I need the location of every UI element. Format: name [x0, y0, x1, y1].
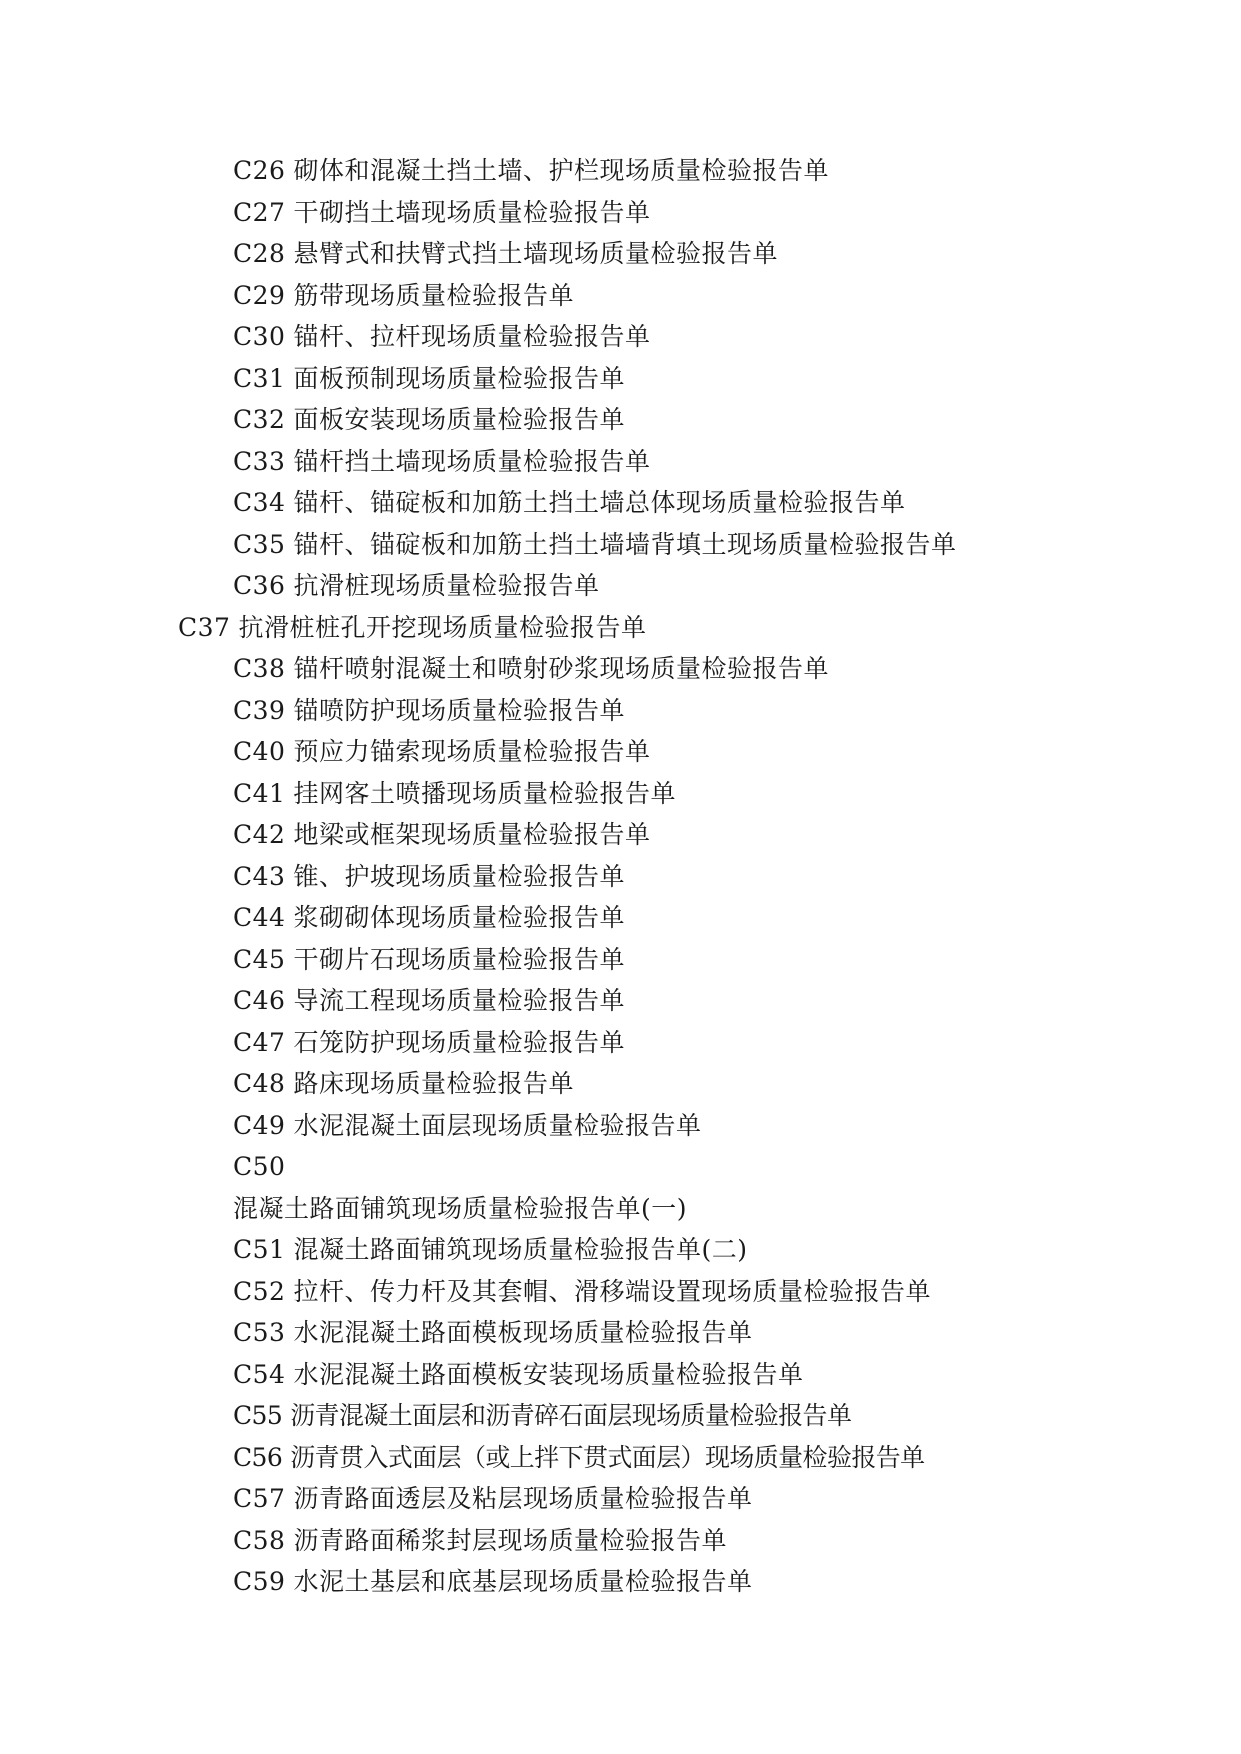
form-title: 抗滑桩桩孔开挖现场质量检验报告单 [238, 612, 647, 642]
form-title: 拉杆、传力杆及其套帽、滑移端设置现场质量检验报告单 [293, 1276, 931, 1306]
list-item [0, 1437, 1241, 1479]
list-item [0, 607, 1241, 649]
list-item [0, 1229, 1241, 1271]
form-code: C43 [233, 861, 286, 891]
list-item [0, 192, 1241, 234]
form-code: C40 [233, 737, 286, 766]
form-title: 沥青贯入式面层（或上拌下贯式面层）现场质量检验报告单 [290, 1442, 925, 1472]
form-title: 面板安装现场质量检验报告单 [293, 405, 625, 434]
list-item [0, 856, 1241, 898]
form-title: 面板预制现场质量检验报告单 [293, 363, 625, 393]
list-item [0, 1146, 1241, 1188]
list-item [0, 524, 1241, 566]
form-title: 沥青路面稀浆封层现场质量检验报告单 [293, 1525, 727, 1555]
list-item [0, 980, 1241, 1022]
list-item [0, 1105, 1241, 1147]
form-code: C59 [233, 1567, 286, 1596]
form-code: C38 [233, 654, 286, 683]
form-code: C53 [233, 1318, 286, 1347]
form-title: 浆砌砌体现场质量检验报告单 [293, 903, 625, 932]
list-item [0, 1478, 1241, 1520]
form-code: C57 [233, 1484, 286, 1513]
form-title: 水泥混凝土面层现场质量检验报告单 [293, 1110, 702, 1140]
form-code: C56 [233, 1442, 283, 1472]
form-code: C35 [233, 529, 286, 559]
list-item [0, 648, 1241, 690]
form-code: C58 [233, 1525, 286, 1555]
list-item [0, 441, 1241, 483]
form-code: C36 [233, 571, 286, 600]
form-code: C44 [233, 903, 286, 932]
form-code: C42 [233, 820, 286, 849]
list-item [0, 814, 1241, 856]
list-item [0, 150, 1241, 192]
form-title: 混凝土路面铺筑现场质量检验报告单(一) [233, 1193, 688, 1223]
list-item [0, 939, 1241, 981]
form-title: 锚杆、拉杆现场质量检验报告单 [293, 322, 651, 351]
list-item [0, 316, 1241, 358]
list-item [0, 1520, 1241, 1562]
form-title: 干砌片石现场质量检验报告单 [293, 944, 625, 974]
form-title: 路床现场质量检验报告单 [293, 1069, 574, 1098]
form-title: 锚杆、锚碇板和加筋土挡土墙墙背填土现场质量检验报告单 [293, 529, 957, 559]
form-title: 水泥混凝土路面模板现场质量检验报告单 [293, 1318, 753, 1347]
form-title: 地梁或框架现场质量检验报告单 [293, 820, 651, 849]
form-title: 沥青混凝土面层和沥青碎石面层现场质量检验报告单 [290, 1401, 852, 1430]
list-item [0, 482, 1241, 524]
list-item [0, 233, 1241, 275]
form-code: C26 [233, 156, 286, 185]
form-code: C29 [233, 280, 286, 310]
form-title: 水泥土基层和底基层现场质量检验报告单 [293, 1567, 753, 1596]
form-code: C31 [233, 363, 286, 393]
form-title: 导流工程现场质量检验报告单 [293, 986, 625, 1015]
list-item [0, 275, 1241, 317]
form-title: 锚喷防护现场质量检验报告单 [293, 695, 625, 725]
list-item [0, 565, 1241, 607]
form-code: C39 [233, 695, 286, 725]
form-code: C46 [233, 986, 286, 1015]
list-item [0, 358, 1241, 400]
form-code: C49 [233, 1110, 286, 1140]
form-code: C52 [233, 1276, 286, 1306]
form-code: C45 [233, 944, 286, 974]
form-title: 抗滑桩现场质量检验报告单 [293, 571, 600, 600]
form-code: C55 [233, 1401, 283, 1430]
form-title: 锚杆喷射混凝土和喷射砂浆现场质量检验报告单 [293, 654, 829, 683]
list-item [0, 1354, 1241, 1396]
form-title: 砌体和混凝土挡土墙、护栏现场质量检验报告单 [293, 156, 829, 185]
form-title: 悬臂式和扶臂式挡土墙现场质量检验报告单 [293, 239, 778, 268]
list-item [0, 731, 1241, 773]
form-code: C37 [178, 612, 231, 642]
form-code: C27 [233, 197, 286, 227]
form-code: C51 [233, 1235, 286, 1264]
list-item [0, 773, 1241, 815]
form-title: 锥、护坡现场质量检验报告单 [293, 861, 625, 891]
form-title: 预应力锚索现场质量检验报告单 [293, 737, 651, 766]
form-code: C47 [233, 1027, 286, 1057]
list-item [0, 1271, 1241, 1313]
list-item [0, 1312, 1241, 1354]
form-title: 锚杆挡土墙现场质量检验报告单 [293, 446, 651, 476]
form-code: C41 [233, 778, 286, 808]
form-code: C28 [233, 239, 286, 268]
form-code: C32 [233, 405, 286, 434]
form-code: C33 [233, 446, 286, 476]
form-title: 挂网客土喷播现场质量检验报告单 [293, 778, 676, 808]
list-item [0, 1561, 1241, 1603]
report-form-list [0, 150, 1241, 1603]
form-code: C50 [233, 1152, 286, 1181]
form-title: 石笼防护现场质量检验报告单 [293, 1027, 625, 1057]
list-item [0, 690, 1241, 732]
form-code: C34 [233, 488, 286, 517]
form-code: C54 [233, 1359, 286, 1389]
form-code: C30 [233, 322, 286, 351]
list-item [0, 1395, 1241, 1437]
form-title: 混凝土路面铺筑现场质量检验报告单(二) [293, 1235, 748, 1264]
list-item [0, 1022, 1241, 1064]
list-item [0, 399, 1241, 441]
list-item [0, 1063, 1241, 1105]
list-item [0, 897, 1241, 939]
form-title: 水泥混凝土路面模板安装现场质量检验报告单 [293, 1359, 804, 1389]
list-item [0, 1188, 1241, 1230]
form-title: 沥青路面透层及粘层现场质量检验报告单 [293, 1484, 753, 1513]
form-code: C48 [233, 1069, 286, 1098]
form-title: 干砌挡土墙现场质量检验报告单 [293, 197, 651, 227]
form-title: 锚杆、锚碇板和加筋土挡土墙总体现场质量检验报告单 [293, 488, 906, 517]
form-title: 筋带现场质量检验报告单 [293, 280, 574, 310]
